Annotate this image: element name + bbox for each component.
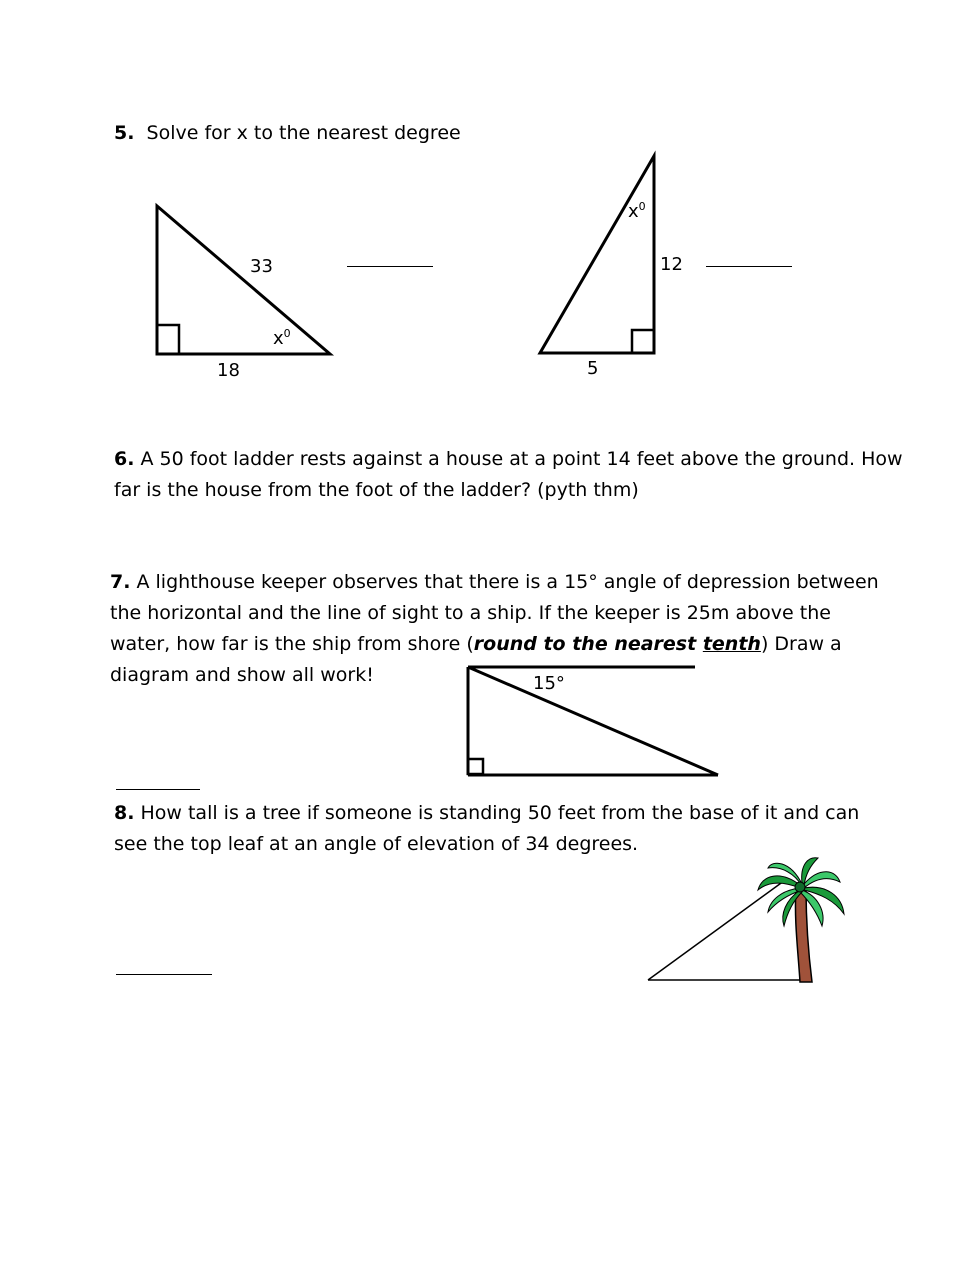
q5-tri1-base-label: 18 — [217, 360, 240, 381]
palm-tree-icon — [758, 858, 844, 982]
q5-tri2-base-label: 5 — [587, 358, 599, 379]
q7-line-1: 7. A lighthouse keeper observes that there is a 15° angle of depression between — [110, 571, 879, 593]
q5-text: Solve for x to the nearest degree — [146, 122, 461, 144]
q8-line-2: see the top leaf at an angle of elevation of 34 degrees. — [114, 833, 639, 855]
q5-tri2-angle-label: $x^0$ — [628, 200, 646, 222]
q7-line-3: water, how far is the ship from shore (round to the nearest tenth) Draw a — [110, 633, 842, 655]
q7-number: 7. — [110, 571, 131, 593]
q6-line-2: far is the house from the foot of the ladder? (pyth thm) — [114, 479, 639, 501]
q5-tri2-side-label: 12 — [660, 254, 683, 275]
q5-number: 5. — [114, 122, 135, 144]
q8-answer-blank[interactable] — [116, 974, 212, 975]
q5-tri1-angle-label: $x^0$ — [273, 327, 291, 349]
q7-line-4: diagram and show all work! — [110, 664, 374, 686]
q6-number: 6. — [114, 448, 135, 470]
q6-line-1: 6. A 50 foot ladder rests against a house at a point 14 feet above the ground. How — [114, 448, 903, 470]
q5-tri1-hypotenuse-label: 33 — [250, 256, 273, 277]
q8-number: 8. — [114, 802, 135, 824]
q7-line-2: the horizontal and the line of sight to a ship. If the keeper is 25m above the — [110, 602, 831, 624]
q7-angle-label: 15° — [533, 673, 565, 694]
q8-line-1: 8. How tall is a tree if someone is standing 50 feet from the base of it and can — [114, 802, 860, 824]
